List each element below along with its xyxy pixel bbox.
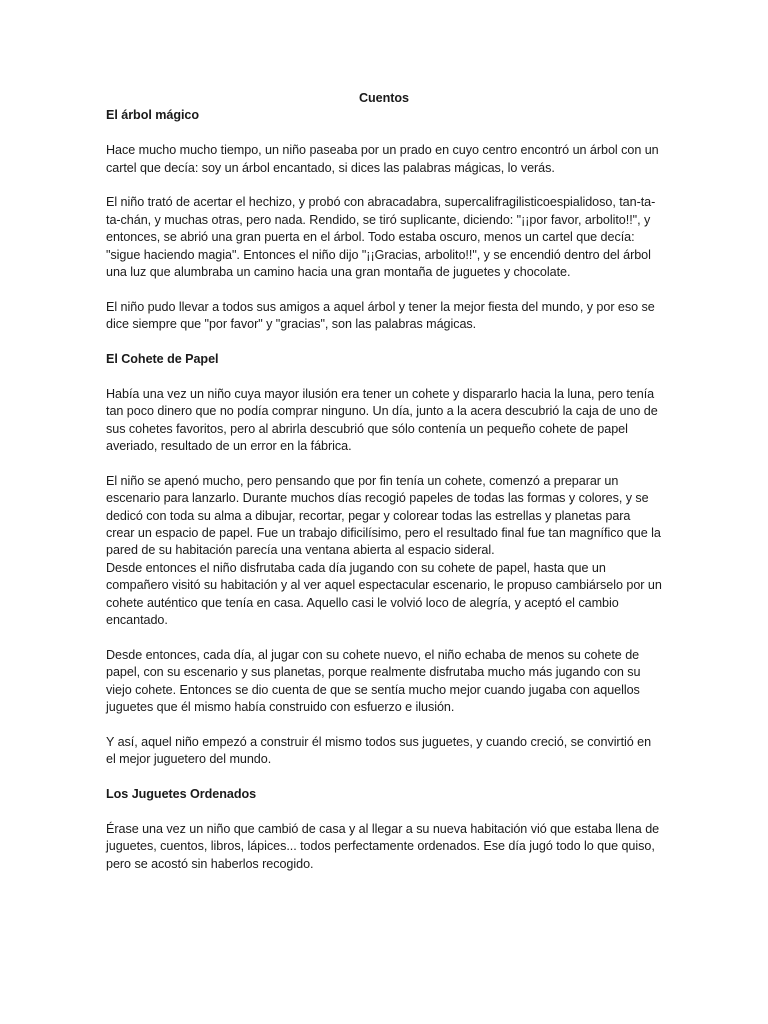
story-heading: El árbol mágico bbox=[106, 108, 200, 123]
story-paragraph: Hace mucho mucho tiempo, un niño paseaba por un prado en cuyo centro encontró un árbol con un cartel que decía: soy un árbol encantado, si dices las palabras mágicas, lo verás. bbox=[106, 143, 659, 175]
paragraph-spacer bbox=[106, 368, 662, 385]
story-heading: Los Juguetes Ordenados bbox=[106, 787, 257, 802]
story-paragraph: Y así, aquel niño empezó a construir él mismo todos sus juguetes, y cuando creció, se convirtió en el mejor juguetero del mundo. bbox=[106, 734, 652, 767]
paragraph-spacer bbox=[106, 804, 662, 821]
story-paragraph: Desde entonces, cada día, al jugar con su cohete nuevo, el niño echaba de menos su cohete de papel, con su escenario y sus planetas, porque realmente disfrutaba mucho más jugando con su viejo cohete. Entonces se dio cuenta de que se sentía mucho mejor cuando jugaba con aquellos juguetes que él mismo había construido con esfuerzo e ilusión. bbox=[106, 647, 641, 715]
paragraph-spacer bbox=[106, 334, 662, 351]
story-paragraph: El niño se apenó mucho, pero pensando que por fin tenía un cohete, comenzó a preparar un escenario para lanzarlo. Durante muchos días recogió papeles de todas las formas y colores, y se dedicó con toda su alma a dibujar, recortar, pegar y colorear todas las estrellas y planetas para crear un espacio de papel. Fue un trabajo dificilísimo, pero el resultado final fue tan magnífico que la pared de su habitación parecía una ventana abierta al espacio sideral. bbox=[106, 473, 661, 558]
story-paragraph: Había una vez un niño cuya mayor ilusión era tener un cohete y dispararlo hacia la luna, pero tenía tan poco dinero que no podía comprar ninguno. Un día, junto a la acera descubrió la caja de uno de sus cohetes favoritos, pero al abrirla descubrió que sólo contenía un pequeño cohete de papel averiado, resultado de un error en la fábrica. bbox=[106, 386, 658, 454]
paragraph-spacer bbox=[106, 769, 662, 786]
story-paragraph: Érase una vez un niño que cambió de casa y al llegar a su nueva habitación vió que estaba llena de juguetes, cuentos, libros, lápices... todos perfectamente ordenados. Ese día jugó todo lo que quiso, pero se acostó sin haberlos recogido. bbox=[106, 821, 660, 871]
paragraph-spacer bbox=[106, 281, 662, 298]
paragraph-spacer bbox=[106, 629, 662, 646]
paragraph-spacer bbox=[106, 125, 662, 142]
document-page bbox=[106, 90, 662, 873]
story-heading: El Cohete de Papel bbox=[106, 352, 219, 367]
paragraph-spacer bbox=[106, 455, 662, 472]
paragraph-spacer bbox=[106, 717, 662, 734]
paragraph-spacer bbox=[106, 177, 662, 194]
document-title: Cuentos bbox=[358, 91, 410, 105]
story-paragraph: Desde entonces el niño disfrutaba cada día jugando con su cohete de papel, hasta que un compañero visitó su habitación y al ver aquel espectacular escenario, le propuso cambiárselo por un cohete auténtico que tenía en casa. Aquello casi le volvió loco de alegría, y aceptó el cambio encantado. bbox=[106, 560, 662, 628]
story-paragraph: El niño pudo llevar a todos sus amigos a aquel árbol y tener la mejor fiesta del mundo, y por eso se dice siempre que "por favor" y "gracias", son las palabras mágicas. bbox=[106, 299, 655, 332]
story-paragraph: El niño trató de acertar el hechizo, y probó con abracadabra, supercalifragilisticoespialidoso, tan-ta-ta-chán, y muchas otras, pero nada. Rendido, se tiró suplicante, diciendo: "¡¡por favor, arbolito!!", y entonces, se abrió una gran puerta en el árbol. Todo estaba oscuro, menos un cartel que decía: "sigue haciendo magia". Entonces el niño dijo "¡¡Gracias, arbolito!!", y se encendió dentro del árbol una luz que alumbraba un camino hacia una gran montaña de juguetes y chocolate. bbox=[106, 195, 656, 280]
